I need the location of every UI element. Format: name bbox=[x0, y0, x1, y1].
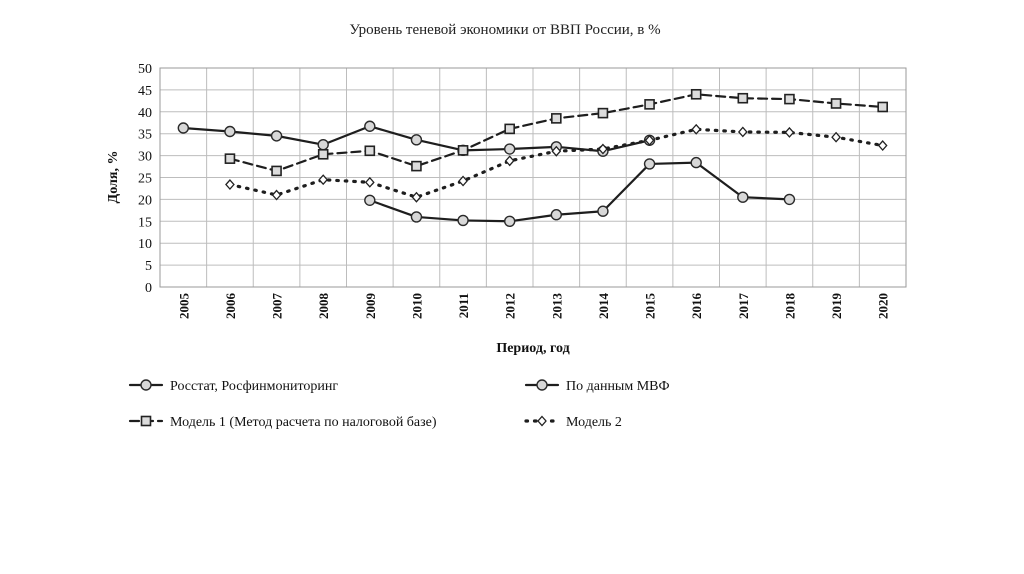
x-tick-label: 2020 bbox=[875, 293, 891, 319]
diamond-marker bbox=[879, 141, 887, 150]
y-tick-label: 5 bbox=[145, 259, 152, 275]
circle-marker bbox=[598, 206, 608, 216]
y-tick-label: 25 bbox=[138, 171, 152, 187]
legend-label: Модель 1 (Метод расчета по налоговой базе) bbox=[170, 415, 437, 430]
diamond-marker bbox=[412, 193, 420, 202]
x-tick-label: 2005 bbox=[176, 293, 192, 319]
x-tick-label: 2016 bbox=[689, 293, 705, 319]
diamond-marker bbox=[273, 191, 281, 200]
circle-marker bbox=[141, 380, 151, 390]
x-tick-label: 2018 bbox=[782, 293, 798, 319]
square-marker bbox=[319, 150, 328, 159]
circle-marker bbox=[505, 144, 515, 154]
y-tick-label: 20 bbox=[138, 193, 152, 209]
diamond-marker bbox=[319, 175, 327, 184]
x-tick-label: 2019 bbox=[829, 293, 845, 319]
chart-title: Уровень теневой экономики от ВВП России, в % bbox=[349, 22, 661, 38]
square-marker bbox=[365, 146, 374, 155]
circle-marker bbox=[458, 215, 468, 225]
square-marker bbox=[832, 99, 841, 108]
square-marker bbox=[459, 146, 468, 155]
y-tick-label: 30 bbox=[138, 149, 152, 165]
square-marker bbox=[272, 166, 281, 175]
y-tick-label: 35 bbox=[138, 127, 152, 143]
diamond-marker bbox=[226, 180, 234, 189]
legend-item bbox=[526, 415, 622, 430]
diamond-marker bbox=[506, 156, 514, 165]
x-tick-label: 2014 bbox=[595, 293, 611, 319]
circle-marker bbox=[551, 210, 561, 220]
circle-marker bbox=[365, 121, 375, 131]
x-tick-label: 2010 bbox=[409, 293, 425, 319]
square-marker bbox=[645, 100, 654, 109]
diamond-marker bbox=[692, 125, 700, 134]
circle-marker bbox=[411, 135, 421, 145]
legend-label: Росстат, Росфинмониторинг bbox=[170, 379, 339, 394]
x-tick-label: 2013 bbox=[549, 293, 565, 319]
square-marker bbox=[552, 114, 561, 123]
square-marker bbox=[142, 417, 151, 426]
x-tick-label: 2015 bbox=[642, 293, 658, 319]
circle-marker bbox=[178, 123, 188, 133]
y-tick-label: 45 bbox=[138, 83, 152, 99]
circle-marker bbox=[784, 194, 794, 204]
circle-marker bbox=[537, 380, 547, 390]
circle-marker bbox=[318, 140, 328, 150]
x-tick-label: 2009 bbox=[362, 293, 378, 319]
square-marker bbox=[692, 90, 701, 99]
series bbox=[226, 125, 887, 202]
y-tick-label: 15 bbox=[138, 215, 152, 231]
legend-label: По данным МВФ bbox=[566, 379, 670, 394]
legend bbox=[130, 379, 670, 430]
x-tick-label: 2008 bbox=[316, 293, 332, 319]
y-tick-label: 50 bbox=[138, 62, 152, 77]
square-marker bbox=[738, 94, 747, 103]
square-marker bbox=[412, 162, 421, 171]
legend-item bbox=[130, 379, 338, 394]
circle-marker bbox=[272, 131, 282, 141]
x-tick-label: 2006 bbox=[222, 293, 238, 319]
circle-marker bbox=[225, 127, 235, 137]
square-marker bbox=[598, 109, 607, 118]
x-tick-label: 2017 bbox=[735, 293, 751, 319]
x-tick-label: 2011 bbox=[456, 293, 472, 319]
series-line bbox=[230, 129, 883, 197]
diamond-marker bbox=[785, 128, 793, 137]
y-tick-label: 40 bbox=[138, 105, 152, 121]
circle-marker bbox=[691, 158, 701, 168]
x-axis-label: Период, год bbox=[496, 341, 570, 356]
diamond-marker bbox=[366, 178, 374, 187]
y-tick-label: 10 bbox=[138, 237, 152, 253]
x-tick-label: 2012 bbox=[502, 293, 518, 319]
circle-marker bbox=[645, 159, 655, 169]
diamond-marker bbox=[538, 417, 546, 426]
legend-item bbox=[526, 379, 670, 394]
diamond-marker bbox=[739, 127, 747, 136]
circle-marker bbox=[411, 212, 421, 222]
legend-item bbox=[130, 415, 437, 430]
y-tick-label: 0 bbox=[145, 281, 152, 296]
circle-marker bbox=[365, 195, 375, 205]
square-marker bbox=[878, 102, 887, 111]
y-axis-label: Доля, % bbox=[106, 150, 121, 204]
x-tick-label: 2007 bbox=[269, 293, 285, 319]
circle-marker bbox=[505, 216, 515, 226]
circle-marker bbox=[738, 192, 748, 202]
square-marker bbox=[225, 154, 234, 163]
legend-label: Модель 2 bbox=[566, 415, 622, 430]
square-marker bbox=[505, 124, 514, 133]
square-marker bbox=[785, 95, 794, 104]
